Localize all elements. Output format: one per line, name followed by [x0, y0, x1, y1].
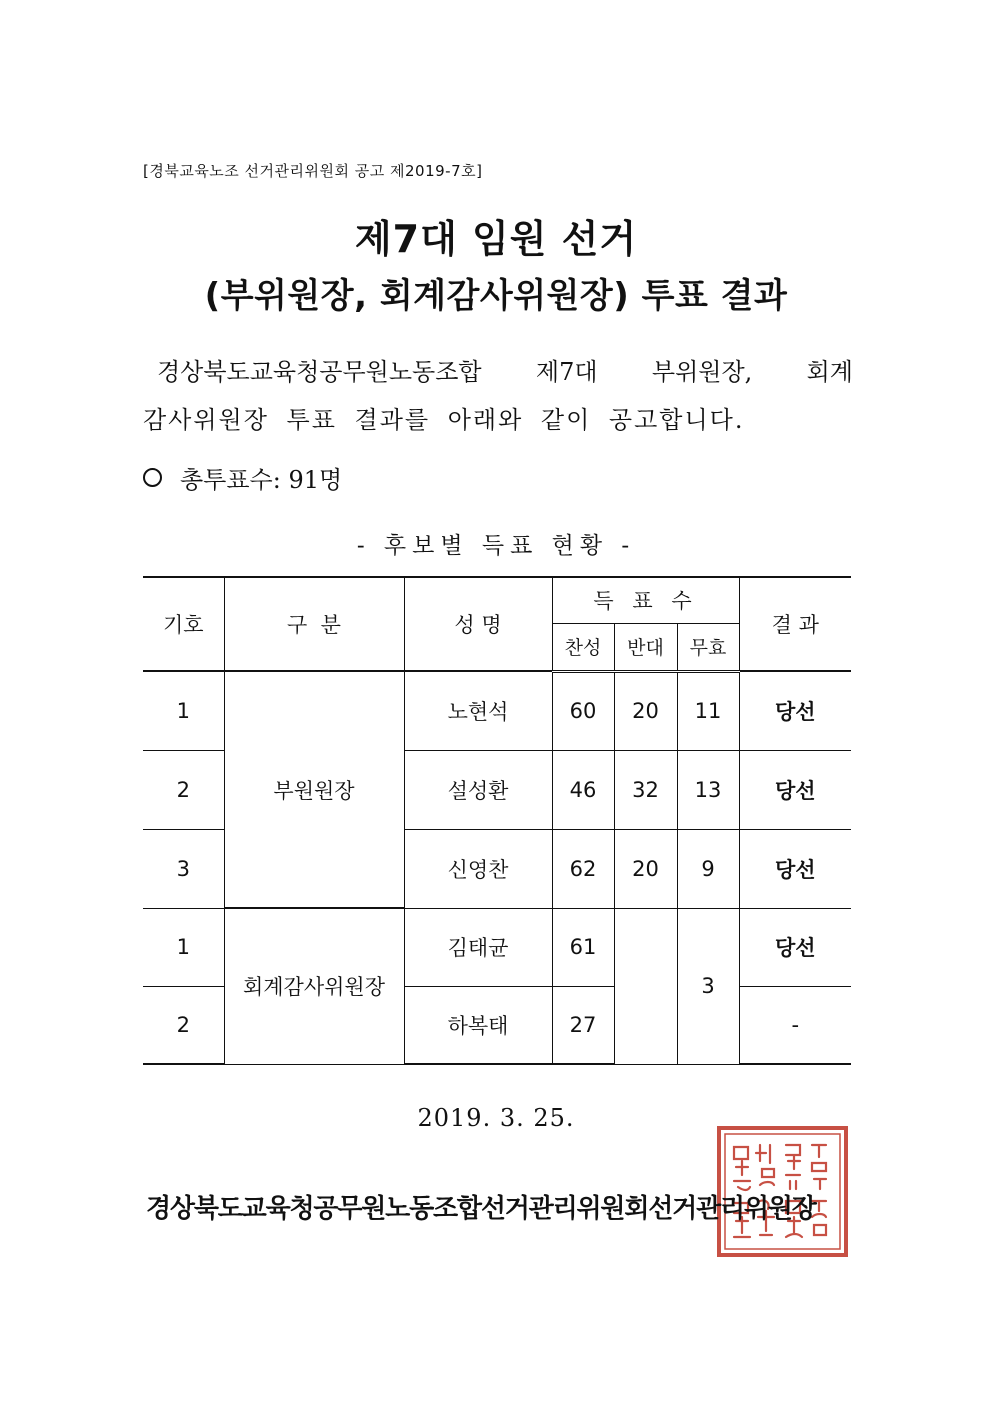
intro-line-2: 감사위원장 투표 결과를 아래와 같이 공고합니다.: [143, 406, 745, 434]
cell-number: 2: [143, 750, 224, 829]
table-subtitle: - 후보별 득표 현황 -: [356, 533, 636, 559]
intro-word: 제7대: [535, 358, 598, 386]
notice-number: [경북교육노조 선거관리위원회 공고 제2019-7호]: [143, 162, 483, 180]
cell-yes: 46: [552, 750, 614, 829]
cell-invalid: 11: [677, 671, 739, 750]
total-votes: [143, 460, 342, 495]
cell-invalid: 9: [677, 829, 739, 908]
header-yes: 찬성: [552, 623, 614, 671]
cell-category: 회계감사위원장: [224, 908, 404, 1064]
circle-bullet-icon: [143, 468, 162, 487]
table-row: [143, 908, 851, 986]
cell-name: 설성환: [404, 750, 552, 829]
header-category-text: 구 분: [287, 613, 341, 637]
cell-number: 3: [143, 829, 224, 908]
header-votes: 득 표 수: [552, 577, 739, 623]
total-votes-text: 총투표수: 91명: [180, 466, 343, 494]
intro-word: 회계: [806, 358, 853, 386]
cell-no: 20: [614, 671, 677, 750]
cell-yes: 61: [552, 908, 614, 986]
cell-yes: 62: [552, 829, 614, 908]
header-category: [224, 577, 404, 671]
cell-name: 노현석: [404, 671, 552, 750]
table-row: [143, 671, 851, 750]
document-title: 제7대 임원 선거: [354, 217, 638, 261]
intro-word: 부위원장,: [651, 358, 753, 386]
header-result: 결 과: [739, 577, 851, 671]
cell-yes: 27: [552, 986, 614, 1064]
cell-no: 20: [614, 829, 677, 908]
cell-name: 신영찬: [404, 829, 552, 908]
intro-word: 경상북도교육청공무원노동조합: [157, 358, 482, 386]
cell-result: 당선: [739, 750, 851, 829]
cell-number: 1: [143, 671, 224, 750]
cell-result: -: [739, 986, 851, 1064]
header-number: 기호: [143, 577, 224, 671]
cell-result: 당선: [739, 908, 851, 986]
cell-yes: 60: [552, 671, 614, 750]
vote-results-table: [143, 576, 851, 1065]
cell-invalid-shared: 3: [677, 908, 739, 1064]
issuer-name: 경상북도교육청공무원노동조합선거관리위원회선거관리위원장: [146, 1194, 816, 1224]
cell-number: 1: [143, 908, 224, 986]
notice-date: 2019. 3. 25.: [417, 1104, 575, 1132]
cell-result: 당선: [739, 671, 851, 750]
cell-number: 2: [143, 986, 224, 1064]
intro-paragraph: [143, 348, 853, 444]
cell-category: 부원원장: [224, 671, 404, 908]
cell-no: 32: [614, 750, 677, 829]
document-subtitle: (부위원장, 회계감사위원장) 투표 결과: [204, 276, 788, 316]
header-invalid: 무효: [677, 623, 739, 671]
header-name: 성 명: [404, 577, 552, 671]
intro-line-1: [143, 348, 853, 396]
cell-name: 하복태: [404, 986, 552, 1064]
header-no: 반대: [614, 623, 677, 671]
cell-name: 김태균: [404, 908, 552, 986]
cell-invalid: 13: [677, 750, 739, 829]
cell-result: 당선: [739, 829, 851, 908]
cell-no: [614, 908, 677, 1064]
